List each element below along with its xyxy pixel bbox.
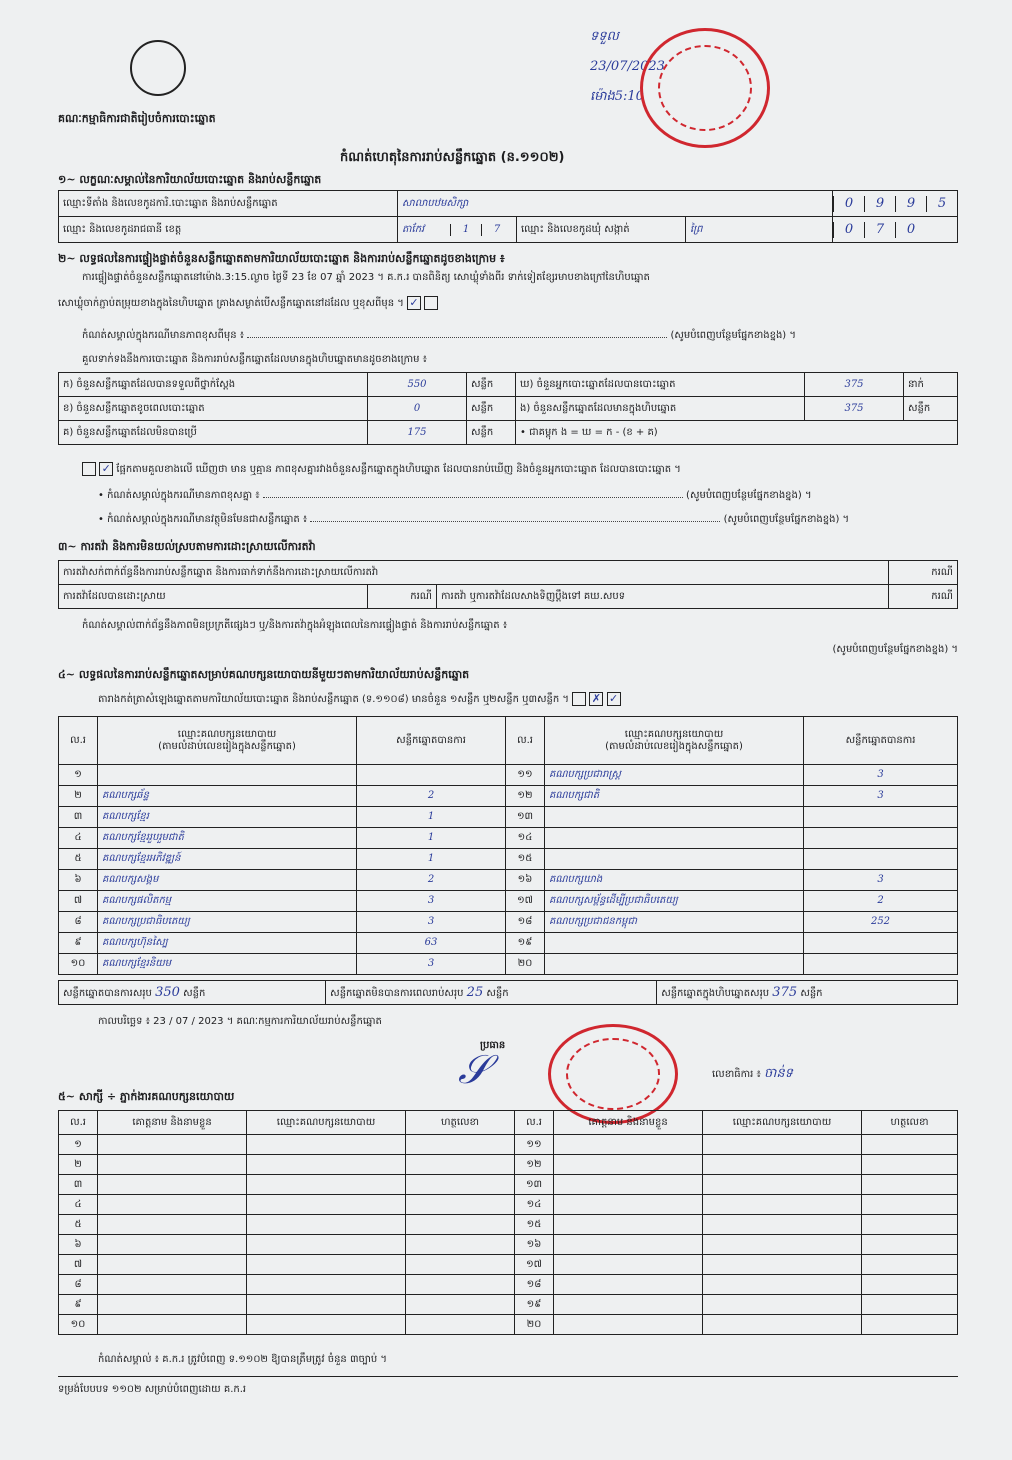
row-no: ១១ [515, 1135, 554, 1155]
col-votes-right: សន្លឹកឆ្នោតបានការ [804, 717, 958, 765]
row-votes: 252 [804, 912, 958, 933]
witness-party-cell [247, 1315, 406, 1335]
witness-sign-cell [406, 1235, 515, 1255]
witness-name-cell [554, 1235, 703, 1255]
witness-party-cell [247, 1255, 406, 1275]
row-no: ២០ [515, 1315, 554, 1335]
row-party: គណបក្សប្រជារាស្ត្រ [545, 765, 804, 786]
witness-name-cell [98, 1235, 247, 1255]
row-no: ២០ [506, 954, 545, 975]
resolved-label: ការតវ៉ាដែលបានដោះស្រាយ [59, 585, 368, 609]
two-sheets-checkbox[interactable]: ✗ [589, 692, 603, 706]
witness-name-cell [554, 1315, 703, 1335]
voters-unit: នាក់ [904, 373, 958, 397]
table-row [59, 1255, 958, 1275]
spoiled-label: ខ) ចំនួនសន្លឹកឆ្នោតខូចពេលបោះឆ្នោត [59, 397, 368, 421]
witness-sign-cell [406, 1255, 515, 1275]
section2-bullet2: • កំណត់សម្គាល់ក្នុងករណីមានវត្ថុមិនមែនជាសន្លឹកឆ្នោត ៖ (សូមបំពេញបន្ថែមផ្នែកខាងខ្នង) ។ [98, 514, 850, 525]
witness-sign-cell [406, 1275, 515, 1295]
table-row [59, 1235, 958, 1255]
chair-label: ប្រធាន [480, 1040, 506, 1051]
row-no: ១៣ [515, 1175, 554, 1195]
org-name: គណៈកម្មាធិការជាតិរៀបចំការបោះឆ្នោត [58, 112, 216, 125]
section2-para4: ✓ ផ្អែកតាមគួលខាងលើ ឃើញថា មាន ឬគ្មាន ភាពខុសគ្នារវាងចំនួនសន្លឹកឆ្នោតក្នុងហិបឆ្នោត ដែលបានរាប់ឃើញ និងចំនួនអ្នកបោះឆ្នោត ដែលបានបោះឆ្នោត ។ [82, 462, 962, 476]
witness-sign-cell [406, 1155, 515, 1175]
date-line: កាលបរិច្ឆេទ ៖ 23 / 07 / 2023 ។ គណៈកម្មការការិយាល័យរាប់សន្លឹកឆ្នោត [98, 1016, 382, 1027]
complaints-table [58, 560, 958, 609]
row-votes: 2 [357, 870, 506, 891]
witness-name-cell [98, 1175, 247, 1195]
w-col-name-right: គោត្តនាម និងនាមខ្លួន [554, 1111, 703, 1135]
appealed-label: ការតវ៉ា ឬការតវ៉ាដែលសាងទិញប្ដឹងទៅ គឃ.សបទ [437, 585, 889, 609]
section2-para2: សោឃ្លុំចាក់ភ្ជាប់តម្រុយខាងក្នុងនៃហិបឆ្នោត គ្រាងសម្ងាត់បើសន្លឹកឆ្នោតនៅដដែល ឬខុសពីមុន ។ ✓ [58, 296, 958, 310]
row-votes: 2 [357, 786, 506, 807]
province-label: ឈ្មោះ និងលេខកូដរាជធានី ខេត្ត [59, 217, 398, 243]
witness-sign-cell [862, 1215, 958, 1235]
table-row [59, 1275, 958, 1295]
received-label: ក) ចំនួនសន្លឹកឆ្នោតដែលបានទទួលពីថ្នាក់ស្ដែង [59, 373, 368, 397]
location-code: 0 9 9 5 [833, 191, 958, 217]
row-no: ១៥ [506, 849, 545, 870]
witness-sign-cell [406, 1215, 515, 1235]
in-box-label: ង) ចំនួនសន្លឹកឆ្នោតដែលមានក្នុងហិបឆ្នោត [516, 397, 805, 421]
witness-party-cell [703, 1255, 862, 1275]
witness-name-cell [554, 1255, 703, 1275]
w-col-sign-right: ហត្ថលេខា [862, 1111, 958, 1135]
three-sheets-checkbox[interactable]: ✓ [607, 692, 621, 706]
row-party [545, 933, 804, 954]
footnote: កំណត់សម្គាល់ ៖ គ.ក.រ ត្រូវបំពេញ ទ.១១០២ ឱ្យបានត្រឹមត្រូវ ចំនួន ៣ច្បាប់ ។ [98, 1354, 387, 1365]
row-votes: 1 [357, 807, 506, 828]
row-votes: 2 [804, 891, 958, 912]
party-results-table [58, 716, 958, 975]
table-row [59, 954, 958, 975]
row-no: ៥ [59, 849, 98, 870]
witness-sign-cell [406, 1195, 515, 1215]
section3-hint: (សូមបំពេញបន្ថែមផ្នែកខាងខ្នង) ។ [832, 644, 958, 655]
row-party: គណបក្សហ៊ុនស្បៃ [98, 933, 357, 954]
col-party-right: ឈ្មោះគណបក្សនយោបាយ (តាមលំដាប់លេខរៀងក្នុងសន្លឹកឆ្នោត) [545, 717, 804, 765]
table-row [59, 1135, 958, 1155]
row-votes: 3 [357, 912, 506, 933]
col-votes: សន្លឹកឆ្នោតបានការ [357, 717, 506, 765]
committee-red-stamp [548, 1024, 678, 1124]
row-no: ៧ [59, 1255, 98, 1275]
section2-bullet1: • កំណត់សម្គាល់ក្នុងករណីមានភាពខុសគ្នា ៖ (សូមបំពេញបន្ថែមផ្នែកខាងខ្នង) ។ [98, 490, 812, 501]
row-no: ១៦ [515, 1235, 554, 1255]
row-votes [357, 765, 506, 786]
witness-party-cell [247, 1215, 406, 1235]
witness-sign-cell [406, 1295, 515, 1315]
row-no: ១២ [506, 786, 545, 807]
row-no: ១៤ [506, 828, 545, 849]
commune-label: ឈ្មោះ និងលេខកូដឃុំ សង្កាត់ [517, 217, 686, 243]
received-unit: សន្លឹក [467, 373, 516, 397]
col-no-right: ល.រ [506, 717, 545, 765]
table-row [59, 1175, 958, 1195]
row-no: ៤ [59, 1195, 98, 1215]
witness-sign-cell [862, 1255, 958, 1275]
row-party: គណបក្សផលិតកម្ម [98, 891, 357, 912]
w-col-name: គោត្តនាម និងនាមខ្លួន [98, 1111, 247, 1135]
row-party: គណបក្សឃាង [545, 870, 804, 891]
secretary: លេខាធិការ ៖ ចាន់ទ [712, 1066, 793, 1081]
section1-table [58, 190, 958, 243]
row-no: ៤ [59, 828, 98, 849]
witness-name-cell [98, 1135, 247, 1155]
row-party: គណបក្សសង្គម [98, 870, 357, 891]
one-sheet-checkbox[interactable] [572, 692, 586, 706]
row-no: ១៩ [506, 933, 545, 954]
section1-heading: ១~ លក្ខណៈសម្គាល់នៃការិយាល័យបោះឆ្នោត និងរាប់សន្លឹកឆ្នោត [58, 173, 322, 186]
table-row [59, 849, 958, 870]
row-no: ១៣ [506, 807, 545, 828]
section4-heading: ៤~ លទ្ធផលនៃការរាប់សន្លឹកឆ្នោតសម្រាប់គណបក្សនយោបាយនីមួយៗតាមការិយាល័យរាប់សន្លឹកឆ្នោត [58, 668, 470, 681]
unused-value: 175 [368, 421, 467, 445]
row-votes: 3 [357, 954, 506, 975]
row-no: ១៨ [515, 1275, 554, 1295]
appealed-unit: ករណី [889, 585, 958, 609]
witness-sign-cell [406, 1175, 515, 1195]
table-row [59, 912, 958, 933]
table-row [59, 1215, 958, 1235]
chair-signature: 𝒮 [458, 1047, 489, 1093]
witness-party-cell [703, 1195, 862, 1215]
form-footer: ទម្រង់បែបបទ ១១០២ សម្រាប់បំពេញដោយ គ.ក.រ [58, 1384, 247, 1395]
section3-note: កំណត់សម្គាល់ពាក់ព័ន្ធនឹងភាពមិនប្រក្រតីផ្សេងៗ ឬ/និងការតវ៉ាក្នុងអំឡុងពេលនៃការផ្ទៀងផ្ទាត់ និងការរាប់សន្លឹកឆ្នោត ៖ [82, 620, 508, 631]
row-no: ៥ [59, 1215, 98, 1235]
row-no: ៨ [59, 912, 98, 933]
row-party: គណបក្សឆ័ន្ទ [98, 786, 357, 807]
witness-name-cell [98, 1275, 247, 1295]
in-box-unit: សន្លឹក [904, 397, 958, 421]
same-checkbox[interactable]: ✓ [407, 296, 421, 310]
section3-heading: ៣~ ការតវ៉ា និងការមិនយល់ស្របតាមការដោះស្រាយលើការតវ៉ា [58, 540, 316, 553]
row-party [98, 765, 357, 786]
row-party: គណបក្សខ្មែរ [98, 807, 357, 828]
row-no: ៣ [59, 1175, 98, 1195]
row-no: ២ [59, 1155, 98, 1175]
witness-sign-cell [862, 1175, 958, 1195]
witness-sign-cell [862, 1135, 958, 1155]
witness-name-cell [98, 1255, 247, 1275]
w-col-party-right: ឈ្មោះគណបក្សនយោបាយ [703, 1111, 862, 1135]
witness-sign-cell [862, 1195, 958, 1215]
row-no: ១៦ [506, 870, 545, 891]
witness-party-cell [247, 1195, 406, 1215]
spoiled-unit: សន្លឹក [467, 397, 516, 421]
row-no: ១ [59, 1135, 98, 1155]
resolved-unit: ករណី [368, 585, 437, 609]
different-checkbox[interactable] [424, 296, 438, 310]
witness-name-cell [554, 1295, 703, 1315]
receipt-handwriting: ទទួល 23/07/2023 ម៉ោង5:10 [590, 29, 665, 104]
row-no: ៧ [59, 891, 98, 912]
witness-party-cell [703, 1135, 862, 1155]
row-no: ៣ [59, 807, 98, 828]
w-col-party: ឈ្មោះគណបក្សនយោបាយ [247, 1111, 406, 1135]
row-no: ១៧ [515, 1255, 554, 1275]
witness-sign-cell [862, 1315, 958, 1335]
unused-unit: សន្លឹក [467, 421, 516, 445]
row-votes: 3 [357, 891, 506, 912]
row-party: គណបក្សជាតិ [545, 786, 804, 807]
witness-name-cell [98, 1295, 247, 1315]
row-party: គណបក្សសម្ព័ន្ធដើម្បីប្រជាធិបតេយ្យ [545, 891, 804, 912]
row-no: ១៤ [515, 1195, 554, 1215]
table-row [59, 807, 958, 828]
row-no: ៨ [59, 1275, 98, 1295]
witness-sign-cell [862, 1235, 958, 1255]
witness-name-cell [554, 1215, 703, 1235]
witness-name-cell [554, 1135, 703, 1155]
row-no: ៩ [59, 1295, 98, 1315]
row-party [545, 807, 804, 828]
witness-name-cell [554, 1175, 703, 1195]
row-no: ៩ [59, 933, 98, 954]
row-no: ១២ [515, 1155, 554, 1175]
row-votes [804, 954, 958, 975]
table-row [59, 828, 958, 849]
national-emblem-logo [130, 40, 186, 96]
row-votes: 3 [804, 786, 958, 807]
row-party [545, 828, 804, 849]
row-votes [804, 807, 958, 828]
row-party: គណបក្សប្រជាធិបតេយ្យ [98, 912, 357, 933]
row-party [545, 849, 804, 870]
witness-sign-cell [862, 1275, 958, 1295]
form-title: កំណត់ហេតុនៃការរាប់សន្លឹកឆ្នោត (ន.១១០២) [340, 150, 565, 165]
witness-sign-cell [862, 1155, 958, 1175]
row-votes: 1 [357, 849, 506, 870]
voters-value: 375 [805, 373, 904, 397]
row-votes [804, 933, 958, 954]
row-votes [804, 828, 958, 849]
witness-table [58, 1110, 958, 1335]
row-votes: 3 [804, 765, 958, 786]
witness-name-cell [554, 1275, 703, 1295]
unused-label: គ) ចំនួនសន្លឹកឆ្នោតដែលមិនបានប្រើ [59, 421, 368, 445]
complaints-total-label: ការតវ៉ាសក់ពាក់ព័ន្ធនឹងការរាប់សន្លឹកឆ្នោត និងការធាក់ទាក់នឹងការដោះស្រាយលើការតវ៉ា [59, 561, 889, 585]
witness-party-cell [703, 1215, 862, 1235]
section2-heading: ២~ លទ្ធផលនៃការផ្ទៀងផ្ទាត់ចំនួនសន្លឹកឆ្នោតតាមការិយាល័យបោះឆ្នោត និងការរាប់សន្លឹកឆ្នោតដូចខាងក្រោម ៖ [58, 252, 505, 265]
commune-code: 0 7 0 [833, 217, 958, 243]
in-box-value: 375 [805, 397, 904, 421]
col-party: ឈ្មោះគណបក្សនយោបាយ (តាមលំដាប់លេខរៀងក្នុងសន្លឹកឆ្នោត) [98, 717, 357, 765]
witness-party-cell [247, 1175, 406, 1195]
has-difference-checkbox[interactable] [82, 462, 96, 476]
row-votes: 3 [804, 870, 958, 891]
total-valid: សន្លឹកឆ្នោតបានការសរុប 350 សន្លឹក [59, 981, 326, 1005]
row-party: គណបក្សខ្មែររួបរួមជាតិ [98, 828, 357, 849]
witness-name-cell [98, 1215, 247, 1235]
witness-sign-cell [406, 1135, 515, 1155]
table-row [59, 933, 958, 954]
ballot-count-table [58, 372, 958, 445]
row-no: ១៨ [506, 912, 545, 933]
row-no: ១៧ [506, 891, 545, 912]
table-row [59, 1195, 958, 1215]
total-in-box: សន្លឹកឆ្នោតក្នុងហិបឆ្នោតសរុប 375 សន្លឹក [657, 981, 958, 1005]
witness-party-cell [247, 1275, 406, 1295]
row-no: ១៥ [515, 1215, 554, 1235]
section4-sub: តារាងកត់ត្រាសំឡេងឆ្នោតតាមការិយាល័យបោះឆ្នោត និងរាប់សន្លឹកឆ្នោត (ទ.១១០៨) មានចំនួន ១សន្លឹក ឬ២សន្លឹក ឬ៣សន្លឹក ។ ✗ ✓ [98, 692, 958, 706]
table-row [59, 786, 958, 807]
official-red-stamp [640, 28, 770, 148]
row-votes [804, 849, 958, 870]
table-row [59, 1315, 958, 1335]
spoiled-value: 0 [368, 397, 467, 421]
complaints-total-unit: ករណី [889, 561, 958, 585]
witness-sign-cell [406, 1315, 515, 1335]
witness-name-cell [554, 1155, 703, 1175]
witness-party-cell [247, 1135, 406, 1155]
witness-name-cell [554, 1195, 703, 1215]
province-value: តាកែវ 1 7 [398, 217, 517, 243]
received-value: 550 [368, 373, 467, 397]
row-votes: 1 [357, 828, 506, 849]
table-row [59, 1295, 958, 1315]
totals-table [58, 980, 958, 1005]
row-no: ១០ [59, 1315, 98, 1335]
voters-label: ឃ) ចំនួនអ្នកបោះឆ្នោតដែលបានបោះឆ្នោត [516, 373, 805, 397]
total-invalid: សន្លឹកឆ្នោតមិនបានការពេលរាប់សរុប 25 សន្លឹក [326, 981, 657, 1005]
section2-note: កំណត់សម្គាល់ក្នុងករណីមានភាពខុសពីមុន ៖ (សូមបំពេញបន្ថែមផ្នែកខាងខ្នង) ។ [82, 330, 796, 341]
witness-party-cell [703, 1235, 862, 1255]
no-difference-checkbox[interactable]: ✓ [99, 462, 113, 476]
row-party: គណបក្សខ្មែរនិយម [98, 954, 357, 975]
table-row [59, 891, 958, 912]
witness-party-cell [703, 1275, 862, 1295]
witness-party-cell [703, 1295, 862, 1315]
row-party [545, 954, 804, 975]
witness-party-cell [703, 1175, 862, 1195]
col-no: ល.រ [59, 717, 98, 765]
witness-party-cell [247, 1155, 406, 1175]
section2-para1: ការផ្ទៀងផ្ទាត់ចំនួនសន្លឹកឆ្នោតនៅម៉ោង.3:15.ល្ងាច ថ្ងៃទី 23 ខែ 07 ឆ្នាំ 2023 ។ គ.ក.រ បានពិនិត្យ សោឃ្លុំទាំងពីរ ទាក់ទៀតខ្សែរមាបខាងក្រៅនៃហិបឆ្នោត [82, 272, 650, 283]
witness-party-cell [703, 1315, 862, 1335]
section2-para3: គួលទាក់ទងនឹងការបោះឆ្នោត និងការរាប់សន្លឹកឆ្នោតដែលមានក្នុងហិបឆ្នោតមានដូចខាងក្រោម ៖ [82, 354, 428, 365]
row-votes: 63 [357, 933, 506, 954]
formula: • ជាគម្ពុក ង = ឃ = ក - (ខ + គ) [516, 421, 958, 445]
table-row [59, 1155, 958, 1175]
witness-name-cell [98, 1195, 247, 1215]
row-no: ១០ [59, 954, 98, 975]
section5-heading: ៥~ សាក្សី ÷ ភ្នាក់ងារគណបក្សនយោបាយ [58, 1090, 235, 1103]
commune-value: ព្រៃ [686, 217, 833, 243]
witness-name-cell [98, 1315, 247, 1335]
row-party: គណបក្សប្រជាជនកម្ពុជា [545, 912, 804, 933]
row-no: ១១ [506, 765, 545, 786]
w-col-no: ល.រ [59, 1111, 98, 1135]
row-no: ១ [59, 765, 98, 786]
footer-divider [58, 1376, 958, 1377]
table-row [59, 870, 958, 891]
witness-name-cell [98, 1155, 247, 1175]
witness-party-cell [247, 1295, 406, 1315]
location-label: ឈ្មោះទីតាំង និងលេខកូដការិ.បោះឆ្នោត និងរាប់សន្លឹកឆ្នោត [59, 191, 398, 217]
location-value: សាលាបឋមសិក្សា [398, 191, 833, 217]
witness-sign-cell [862, 1295, 958, 1315]
w-col-sign: ហត្ថលេខា [406, 1111, 515, 1135]
row-no: ១៩ [515, 1295, 554, 1315]
row-no: ៦ [59, 1235, 98, 1255]
witness-party-cell [247, 1235, 406, 1255]
row-party: គណបក្សខ្មែរអភិវឌ្ឍន៍ [98, 849, 357, 870]
witness-party-cell [703, 1155, 862, 1175]
row-no: ២ [59, 786, 98, 807]
table-row [59, 765, 958, 786]
w-col-no-right: ល.រ [515, 1111, 554, 1135]
row-no: ៦ [59, 870, 98, 891]
